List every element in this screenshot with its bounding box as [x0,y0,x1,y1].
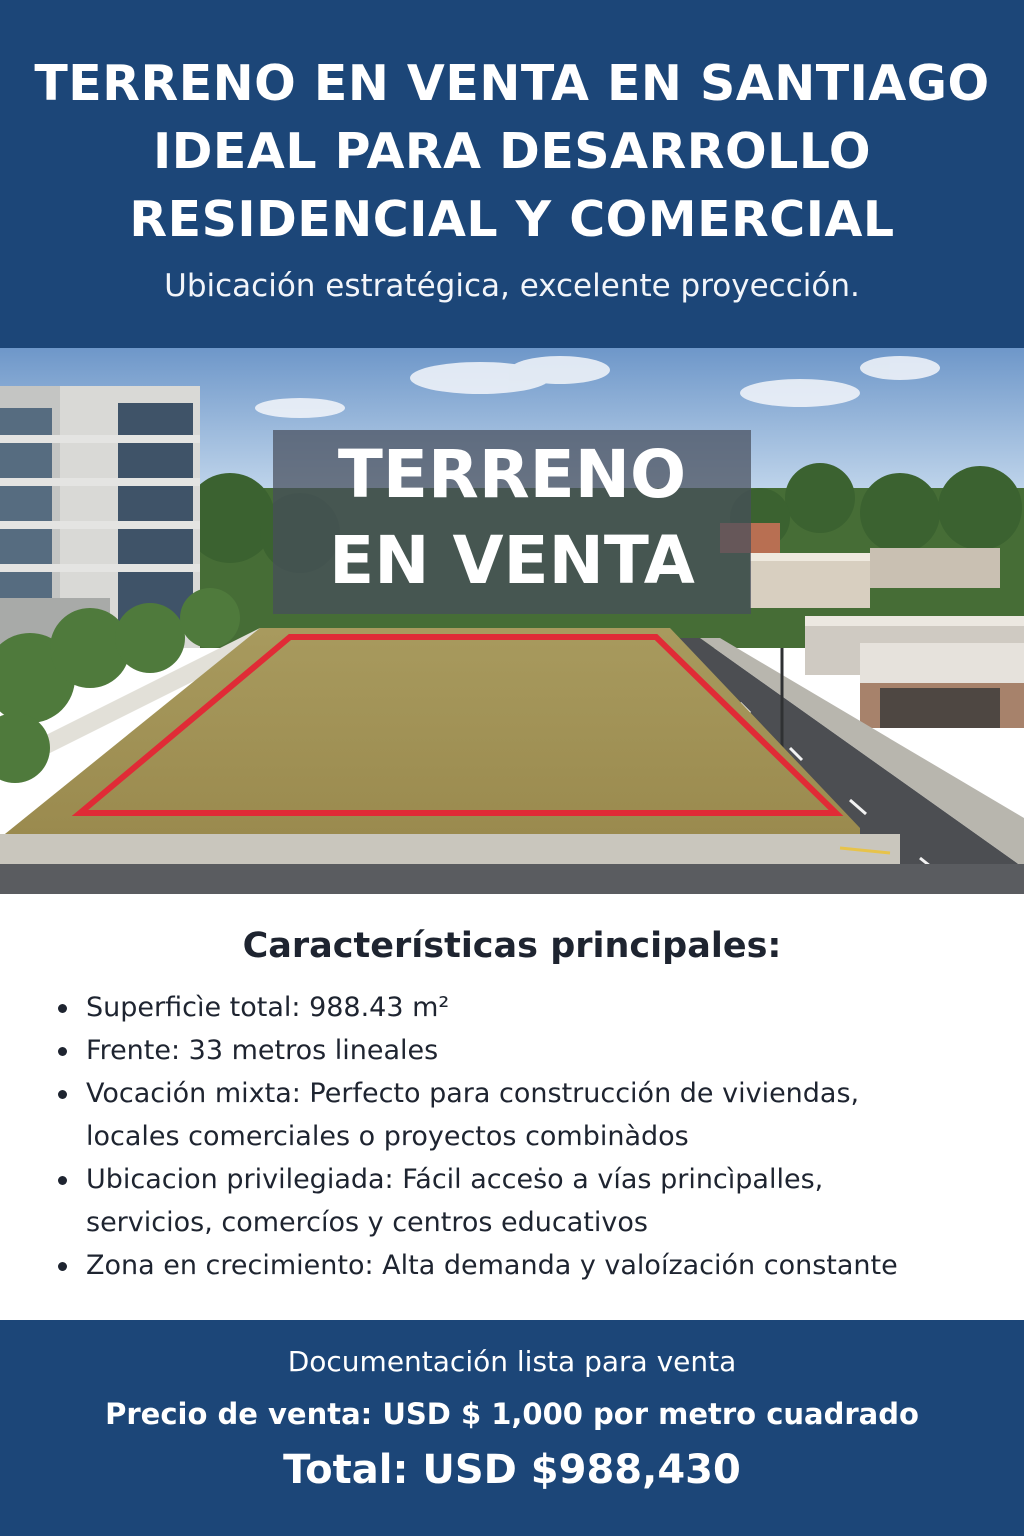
headline-line-3: RESIDENCIAL Y COMERCIAL [129,191,895,248]
feature-text: Ubicacion privilegiada: Fácil acceṡo a vías princìpalles, [86,1164,824,1195]
total-price: Total: USD $988,430 [283,1447,741,1493]
overlay-line-1: TERRENO [337,436,687,513]
feature-text: Frente: 33 metros lineales [86,1035,439,1066]
features-list [52,986,1012,1287]
overlay-line-2: EN VENTA [329,522,695,599]
feature-text: Vocación mixta: Perfecto para construcción de viviendas, [86,1078,860,1109]
lot-photo [0,348,1024,894]
subheadline: Ubicación estratégica, excelente proyección. [164,268,860,304]
front-street [0,864,1024,894]
for-sale-overlay [273,430,751,614]
feature-item-area [52,986,1012,1029]
front-sidewalk [0,834,900,864]
feature-text-continued: servicios, comercíos y centros educativos [86,1207,648,1238]
feature-item-location [52,1158,1012,1244]
feature-text: Superficìe total: 988.43 m² [86,992,450,1023]
header-banner [0,0,1024,348]
feature-item-frontage [52,1029,1012,1072]
headline [0,0,1024,254]
documentation-note: Documentación lista para venta [287,1345,737,1378]
feature-item-mixed-use [52,1072,1012,1158]
feature-text-continued: locales comerciales o proyectos combinàdos [86,1121,689,1152]
footer-banner [0,1320,1024,1536]
features-title: Características principales: [242,926,782,966]
feature-item-growth-zone [52,1244,1012,1287]
price-per-square-meter: Precio de venta: USD $ 1,000 por metro cuadrado [105,1397,919,1431]
features-section [0,894,1024,1320]
headline-line-2: IDEAL PARA DESARROLLO [153,123,871,180]
feature-text: Zona en crecimiento: Alta demanda y valoízación constante [86,1250,898,1281]
office-building [0,386,200,648]
headline-line-1: TERRENO EN VENTA EN SANTIAGO [34,55,990,112]
